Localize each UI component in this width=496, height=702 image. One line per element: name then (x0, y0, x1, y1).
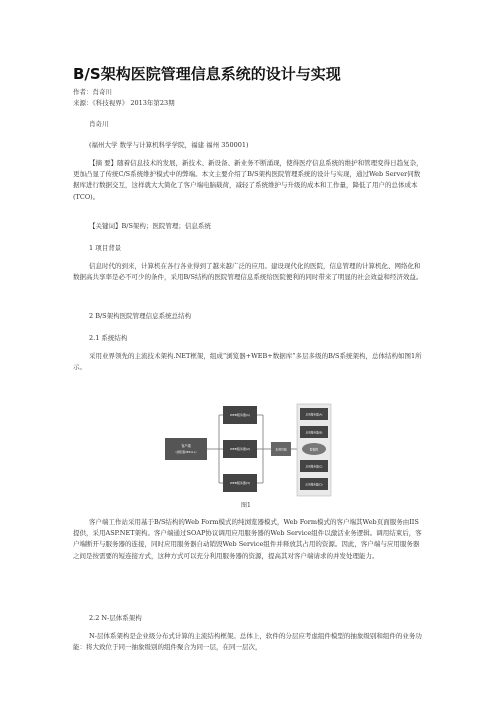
fig-client-box (165, 438, 207, 460)
fig-web-server-3-label: WEB服务器(3) (229, 481, 251, 485)
fig-web-server-2-label: WEB服务器(2) (229, 447, 251, 451)
source-line: 来源：《科技视界》 2013年第23期 (73, 99, 175, 107)
author-name: 肖奇川 (89, 120, 109, 128)
fig-client-label-2: (浏览器/IE6.0+) (175, 450, 197, 454)
author-line: 作者：肖奇川 (73, 88, 112, 96)
fig-client-label-1: 客户端 (181, 444, 191, 448)
architecture-figure (159, 400, 335, 500)
keywords-line: 【关键词】B/S架构；医院管理；信息系统 (89, 222, 211, 230)
after-figure-body: 客户端工作站采用基于B/S结构的Web Form模式的纯浏览器模式，Web Form模式的客户端其Web页面服务由IIS提供，采用ASP.NET架构。客户端通过SOAP协议调用应用服务器的Web Service组件以激活业务逻辑。调用结束后，客户端断开与服务器的连接，同时应用服务器自动销毁Web Service组件并释放其占用的资源。因此，客户端与应用服务器之间是按需要的短连接方式，这种方式可以充分利用服务器的资源，提高其对客户端请求的并发处理能力。 (73, 518, 422, 560)
fig-app-server-b-label: 应用服务器(B) (305, 431, 323, 435)
section-2-1-heading: 2.1 系统结构 (89, 334, 128, 342)
section-2-2-heading: 2.2 N-层体系架构 (89, 614, 142, 622)
section-1-body: 信息时代的到来，计算机在各行各业得到了越来越广泛的应用。建设现代化的医院，信息管理的计算机化、网络化和数据高共享率是必不可少的条件，采用B/S结构的医院管理信息系统给医院便利的同时带来了明显的社会效益和经济效益。 (73, 262, 423, 282)
document-title: B/S架构医院管理信息系统的设计与实现 (73, 65, 341, 83)
abstract-paragraph: 【摘 要】随着信息技术的发展，新技术、新设备、新业务不断涌现，使得医疗信息系统的维护和管理变得日趋复杂，更加凸显了传统C/S系统维护模式中的弊端。本文主要介绍了B/S架构医院管理系统的设计与实现，通过Web Server同数据库进行数据交互，这样就大大简化了客户端电脑载荷，减轻了系统维护与升级的成本和工作量，降低了用户的总体成本(TCO)。 (73, 159, 423, 201)
fig-load-balancer-label: 负载均衡 (275, 447, 287, 452)
fig-app-server-c-label: 应用服务器(C) (305, 465, 323, 469)
affiliation: (福州大学 数学与计算机科学学院，福建 福州 350001) (89, 141, 249, 149)
fig-app-server-a-label: 应用服务器(A) (305, 413, 323, 417)
figure-caption: 图1 (241, 502, 251, 509)
section-1-heading: 1 项目背景 (89, 244, 122, 252)
fig-app-server-d-label: 应用服务器(D) (305, 483, 323, 487)
section-2-1-body: 采用业界领先的主流技术架构.NET框架，组成“浏览器+WEB+数据库”多层多级的B/S系统架构，总体结构如图1所示。 (73, 352, 422, 372)
section-2-heading: 2 B/S架构医院管理信息系统总结构 (89, 312, 192, 320)
fig-web-server-1-label: WEB服务器(1) (229, 413, 251, 417)
section-2-2-body: N-层体系架构是企业级分布式计算的主流结构框架。总体上，软件的分层应考虑组件模型的抽象级别和组件的业务功能：将大致位于同一抽象级别的组件聚合为同一层，在同一层次， (73, 632, 422, 652)
fig-database-label: 数据库 (309, 447, 319, 452)
